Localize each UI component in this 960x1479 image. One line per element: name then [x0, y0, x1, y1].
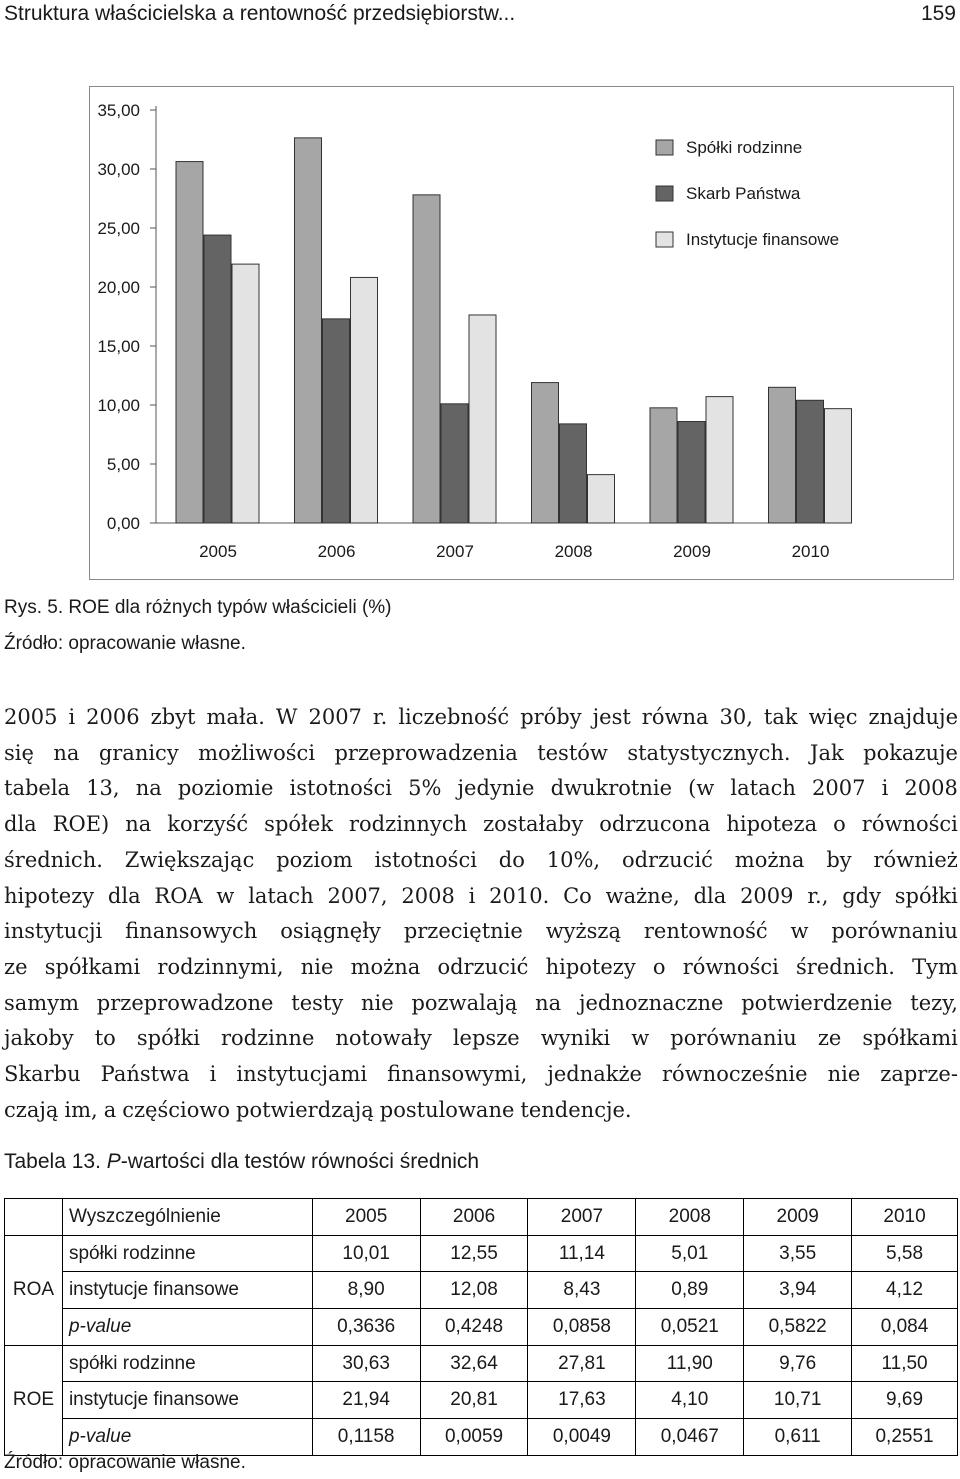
table-group-cell: ROA: [5, 1235, 63, 1345]
legend-label: Spółki rodzinne: [686, 138, 803, 157]
table-cell: 5,58: [852, 1235, 958, 1272]
bar: [797, 400, 824, 523]
body-line: Skarbu Państwa i instytucjami finansowymi, jednakże równocześnie nie zaprze-: [4, 1062, 958, 1087]
y-tick-label: 5,00: [106, 455, 140, 474]
table-source: Źródło: opracowanie własne.: [4, 1452, 246, 1473]
y-tick-label: 35,00: [97, 101, 140, 120]
table-row-label: p-value: [62, 1419, 312, 1456]
table-cell: 11,90: [636, 1345, 744, 1382]
bar: [769, 387, 796, 523]
table-cell: 10,71: [744, 1382, 852, 1419]
table-cell: 0,4248: [420, 1309, 528, 1346]
legend-label: Instytucje finansowe: [686, 230, 840, 249]
table-cell: 4,12: [852, 1272, 958, 1309]
table-cell: 32,64: [420, 1345, 528, 1382]
table-cell: 3,94: [744, 1272, 852, 1309]
table-cell: 4,10: [636, 1382, 744, 1419]
y-tick-label: 0,00: [106, 514, 140, 533]
table-cell: 12,55: [420, 1235, 528, 1272]
table-cell: 21,94: [312, 1382, 420, 1419]
table-caption-italic: P: [106, 1150, 121, 1173]
body-line: ze spółkami rodzinnymi, nie można odrzucić hipotezy o równości średnich. Tym: [4, 954, 958, 979]
table-row-label: p-value: [62, 1309, 312, 1346]
body-line: dla ROE) na korzyść spółek rodzinnych zostałaby odrzucona hipoteza o równości: [4, 812, 958, 837]
x-tick-label: 2008: [554, 542, 593, 561]
table-cell: 0,3636: [312, 1309, 420, 1346]
table-cell: 5,01: [636, 1235, 744, 1272]
bar: [441, 404, 468, 523]
table-cell: 0,5822: [744, 1309, 852, 1346]
table-row: [5, 1345, 958, 1382]
y-tick-label: 20,00: [97, 278, 140, 297]
body-line: hipotezy dla ROA w latach 2007, 2008 i 2010. Co ważne, dla 2009 r., gdy spółki: [4, 883, 958, 908]
y-tick-label: 30,00: [97, 160, 140, 179]
table-cell: 0,0059: [420, 1419, 528, 1456]
table-cell: 0,2551: [852, 1419, 958, 1456]
bar: [323, 319, 350, 523]
table-corner-cell: [5, 1199, 63, 1236]
table-cell: 0,0858: [528, 1309, 636, 1346]
pvalue-table: [4, 1198, 958, 1456]
table-cell: 9,76: [744, 1345, 852, 1382]
table-row: [5, 1235, 958, 1272]
body-line: 2005 i 2006 zbyt mała. W 2007 r. liczebność próby jest równa 30, tak więc znajduje: [4, 705, 958, 729]
body-line: średnich. Zwiększając poziom istotności do 10%, odrzucić można by również: [4, 847, 958, 872]
table-cell: 3,55: [744, 1235, 852, 1272]
legend-swatch: [656, 232, 673, 247]
bar: [678, 422, 705, 523]
table-cell: 9,69: [852, 1382, 958, 1419]
legend-label: Skarb Państwa: [686, 184, 801, 203]
bar: [560, 424, 587, 523]
bar: [532, 383, 559, 523]
y-tick-label: 10,00: [97, 396, 140, 415]
table-caption-rest: -wartości dla testów równości średnich: [120, 1150, 480, 1173]
table-header-cell: 2010: [852, 1199, 958, 1236]
table-cell: 17,63: [528, 1382, 636, 1419]
x-tick-label: 2009: [673, 542, 711, 561]
bar: [650, 408, 677, 523]
legend-swatch: [656, 140, 673, 155]
figure-caption: Rys. 5. ROE dla różnych typów właścicieli (%): [4, 597, 392, 618]
table-header-cell: 2009: [744, 1199, 852, 1236]
body-line: samym przeprowadzone testy nie pozwalają na jednoznaczne potwierdzenie tezy,: [4, 990, 958, 1015]
table-row: [5, 1382, 958, 1419]
bar: [295, 138, 322, 523]
table-caption: [4, 1150, 479, 1174]
y-tick-label: 15,00: [97, 337, 140, 356]
table-cell: 11,50: [852, 1345, 958, 1382]
table-cell: 0,89: [636, 1272, 744, 1309]
table-cell: 27,81: [528, 1345, 636, 1382]
table-header-cell: 2008: [636, 1199, 744, 1236]
body-line: instytucji finansowych osiągnęły przeciętnie wyższą rentowność w porównaniu: [4, 919, 958, 944]
table-cell: 11,14: [528, 1235, 636, 1272]
x-tick-label: 2010: [791, 542, 830, 561]
bar: [706, 397, 733, 523]
table-header-cell: 2007: [528, 1199, 636, 1236]
table-row-label: instytucje finansowe: [62, 1382, 312, 1419]
table-cell: 20,81: [420, 1382, 528, 1419]
table-header-cell: Wyszczególnienie: [62, 1199, 312, 1236]
bar: [351, 277, 378, 523]
figure-source: Źródło: opracowanie własne.: [4, 633, 246, 654]
table-cell: 0,611: [744, 1419, 852, 1456]
table-row-label: spółki rodzinne: [62, 1345, 312, 1382]
bar: [413, 195, 440, 523]
table-cell: 0,0049: [528, 1419, 636, 1456]
table-row: [5, 1309, 958, 1346]
x-tick-label: 2007: [436, 542, 474, 561]
table-row-label: spółki rodzinne: [62, 1235, 312, 1272]
bar: [825, 409, 852, 523]
table-header-cell: 2006: [420, 1199, 528, 1236]
bar: [176, 162, 203, 523]
table-group-cell: ROE: [5, 1345, 63, 1455]
bar: [469, 315, 496, 523]
x-tick-label: 2005: [199, 542, 237, 561]
table-row: [5, 1272, 958, 1309]
bar: [204, 235, 231, 523]
roe-bar-chart: [0, 0, 960, 600]
table-header-row: [5, 1199, 958, 1236]
body-line: jakoby to spółki rodzinne notowały lepsze wyniki w porównaniu ze spółkami: [4, 1026, 958, 1051]
x-tick-label: 2006: [317, 542, 356, 561]
table-cell: 0,084: [852, 1309, 958, 1346]
page-number: 159: [920, 2, 956, 25]
table-header-cell: 2005: [312, 1199, 420, 1236]
table-cell: 0,0521: [636, 1309, 744, 1346]
body-text: [4, 700, 958, 1128]
table-cell: 12,08: [420, 1272, 528, 1309]
table-row-label: instytucje finansowe: [62, 1272, 312, 1309]
bar: [232, 264, 259, 523]
running-head-title: Struktura właścicielska a rentowność przedsiębiorstw...: [4, 2, 516, 25]
table-cell: 8,43: [528, 1272, 636, 1309]
y-tick-label: 25,00: [97, 219, 140, 238]
table-cell: 0,1158: [312, 1419, 420, 1456]
body-line: się na granicy możliwości przeprowadzenia testów statystycznych. Jak pokazuje: [4, 740, 958, 765]
body-line: czają im, a częściowo potwierdzają postulowane tendencje.: [4, 1097, 632, 1122]
table-cell: 8,90: [312, 1272, 420, 1309]
table-cell: 30,63: [312, 1345, 420, 1382]
legend-swatch: [656, 186, 673, 201]
bar: [588, 475, 615, 523]
table-cell: 10,01: [312, 1235, 420, 1272]
table-row: [5, 1419, 958, 1456]
table-caption-prefix: Tabela 13.: [4, 1150, 107, 1173]
table-cell: 0,0467: [636, 1419, 744, 1456]
body-line: tabela 13, na poziomie istotności 5% jedynie dwukrotnie (w latach 2007 i 2008: [4, 776, 958, 801]
